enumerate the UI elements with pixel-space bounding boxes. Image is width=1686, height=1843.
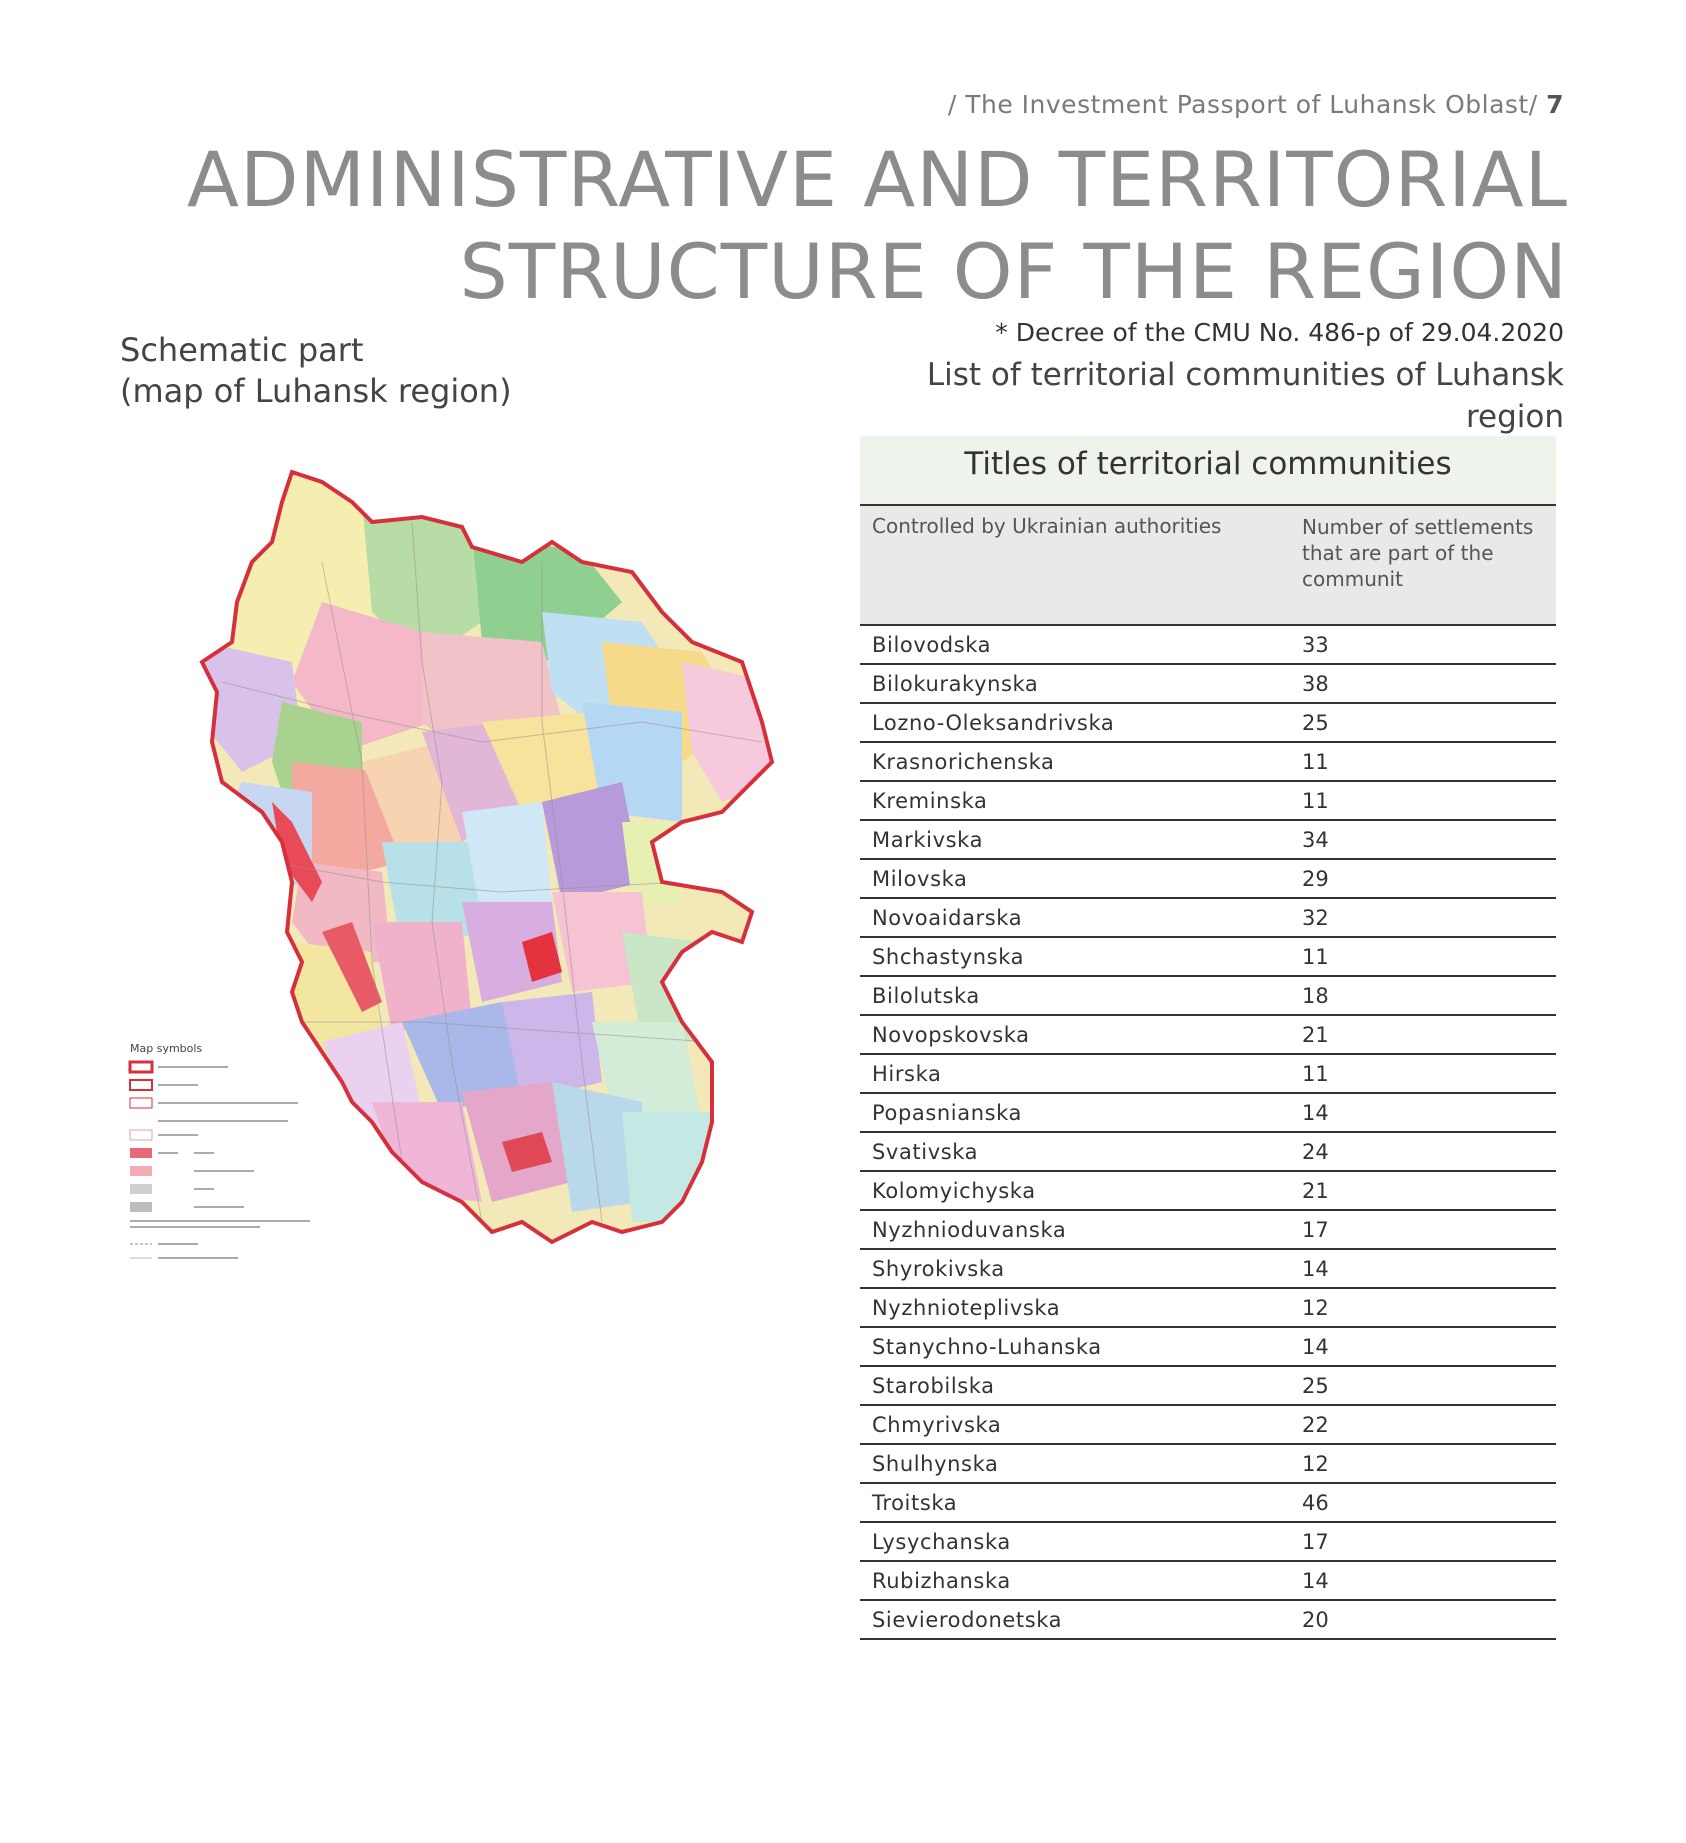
community-name: Starobilska [872, 1374, 995, 1398]
community-name: Bilolutska [872, 984, 980, 1008]
column-header-name: Controlled by Ukrainian authorities [872, 514, 1222, 538]
schematic-line-1: Schematic part [120, 331, 364, 369]
settlement-count: 20 [1302, 1608, 1329, 1632]
schematic-caption [120, 330, 512, 412]
table-row [860, 1094, 1556, 1133]
community-name: Shulhynska [872, 1452, 999, 1476]
page-header [948, 90, 1564, 119]
table-row [860, 938, 1556, 977]
table-row [860, 1016, 1556, 1055]
settlement-count: 25 [1302, 1374, 1329, 1398]
community-name: Kolomyichyska [872, 1179, 1036, 1203]
table-row [860, 1289, 1556, 1328]
settlement-count: 29 [1302, 867, 1329, 891]
settlement-count: 34 [1302, 828, 1329, 852]
table-row [860, 1601, 1556, 1640]
settlement-count: 33 [1302, 633, 1329, 657]
communities-table [860, 436, 1556, 1640]
map-legend [130, 1042, 310, 1259]
table-row [860, 1172, 1556, 1211]
title-line-1: ADMINISTRATIVE AND TERRITORIAL [186, 135, 1568, 224]
table-row [860, 860, 1556, 899]
column-header-count: Number of settlements that are part of the communit [1302, 515, 1534, 591]
community-name: Novoaidarska [872, 906, 1023, 930]
table-row [860, 1055, 1556, 1094]
table-row [860, 626, 1556, 665]
settlement-count: 11 [1302, 750, 1329, 774]
community-name: Sievierodonetska [872, 1608, 1063, 1632]
community-name: Popasnianska [872, 1101, 1023, 1125]
title-line-2: STRUCTURE OF THE REGION [459, 227, 1568, 316]
settlement-count: 38 [1302, 672, 1329, 696]
community-name: Lozno-Oleksandrivska [872, 711, 1115, 735]
settlement-count: 11 [1302, 789, 1329, 813]
legend-title: Map symbols [130, 1042, 203, 1055]
settlement-count: 17 [1302, 1530, 1329, 1554]
community-name: Markivska [872, 828, 984, 852]
settlement-count: 21 [1302, 1179, 1329, 1203]
schematic-line-2: (map of Luhansk region) [120, 372, 512, 410]
settlement-count: 12 [1302, 1296, 1329, 1320]
region-map [122, 462, 842, 1342]
table-row [860, 1445, 1556, 1484]
community-name: Milovska [872, 867, 968, 891]
table-row [860, 1211, 1556, 1250]
settlement-count: 25 [1302, 711, 1329, 735]
settlement-count: 11 [1302, 1062, 1329, 1086]
settlement-count: 14 [1302, 1335, 1329, 1359]
table-row [860, 782, 1556, 821]
community-name: Krasnorichenska [872, 750, 1055, 774]
table-row [860, 665, 1556, 704]
settlement-count: 46 [1302, 1491, 1329, 1515]
map-graphic [122, 462, 842, 1342]
table-row [860, 1367, 1556, 1406]
decree-note: * Decree of the CMU No. 486-p of 29.04.2020 [995, 318, 1564, 347]
table-row [860, 1484, 1556, 1523]
community-name: Bilovodska [872, 633, 992, 657]
settlement-count: 17 [1302, 1218, 1329, 1242]
community-name: Nyzhnioduvanska [872, 1218, 1067, 1242]
settlement-count: 18 [1302, 984, 1329, 1008]
community-name: Bilokurakynska [872, 672, 1039, 696]
settlement-count: 12 [1302, 1452, 1329, 1476]
community-name: Hirska [872, 1062, 942, 1086]
community-name: Chmyrivska [872, 1413, 1002, 1437]
page-title [187, 134, 1568, 318]
table-row [860, 1250, 1556, 1289]
settlement-count: 22 [1302, 1413, 1329, 1437]
settlement-count: 32 [1302, 906, 1329, 930]
table-title: Titles of territorial communities [860, 436, 1556, 506]
table-row [860, 704, 1556, 743]
table-row [860, 977, 1556, 1016]
table-row [860, 899, 1556, 938]
settlement-count: 14 [1302, 1257, 1329, 1281]
table-header [860, 506, 1556, 626]
community-name: Lysychanska [872, 1530, 1011, 1554]
table-row [860, 1562, 1556, 1601]
table-row [860, 1406, 1556, 1445]
table-row [860, 743, 1556, 782]
community-name: Nyzhnioteplivska [872, 1296, 1061, 1320]
passport-title: / The Investment Passport of Luhansk Oblast/ [947, 90, 1538, 119]
community-name: Svativska [872, 1140, 979, 1164]
community-name: Stanychno-Luhanska [872, 1335, 1102, 1359]
community-name: Novopskovska [872, 1023, 1030, 1047]
settlement-count: 24 [1302, 1140, 1329, 1164]
community-name: Shyrokivska [872, 1257, 1005, 1281]
list-title: List of territorial communities of Luhansk region [926, 357, 1564, 435]
settlement-count: 11 [1302, 945, 1329, 969]
table-row [860, 1328, 1556, 1367]
settlement-count: 14 [1302, 1569, 1329, 1593]
table-row [860, 821, 1556, 860]
settlement-count: 21 [1302, 1023, 1329, 1047]
table-row [860, 1133, 1556, 1172]
community-name: Shchastynska [872, 945, 1025, 969]
table-body [860, 626, 1556, 1640]
community-name: Kreminska [872, 789, 988, 813]
community-name: Troitska [872, 1491, 958, 1515]
community-name: Rubizhanska [872, 1569, 1011, 1593]
settlement-count: 14 [1302, 1101, 1329, 1125]
table-row [860, 1523, 1556, 1562]
page-number: 7 [1546, 90, 1564, 119]
